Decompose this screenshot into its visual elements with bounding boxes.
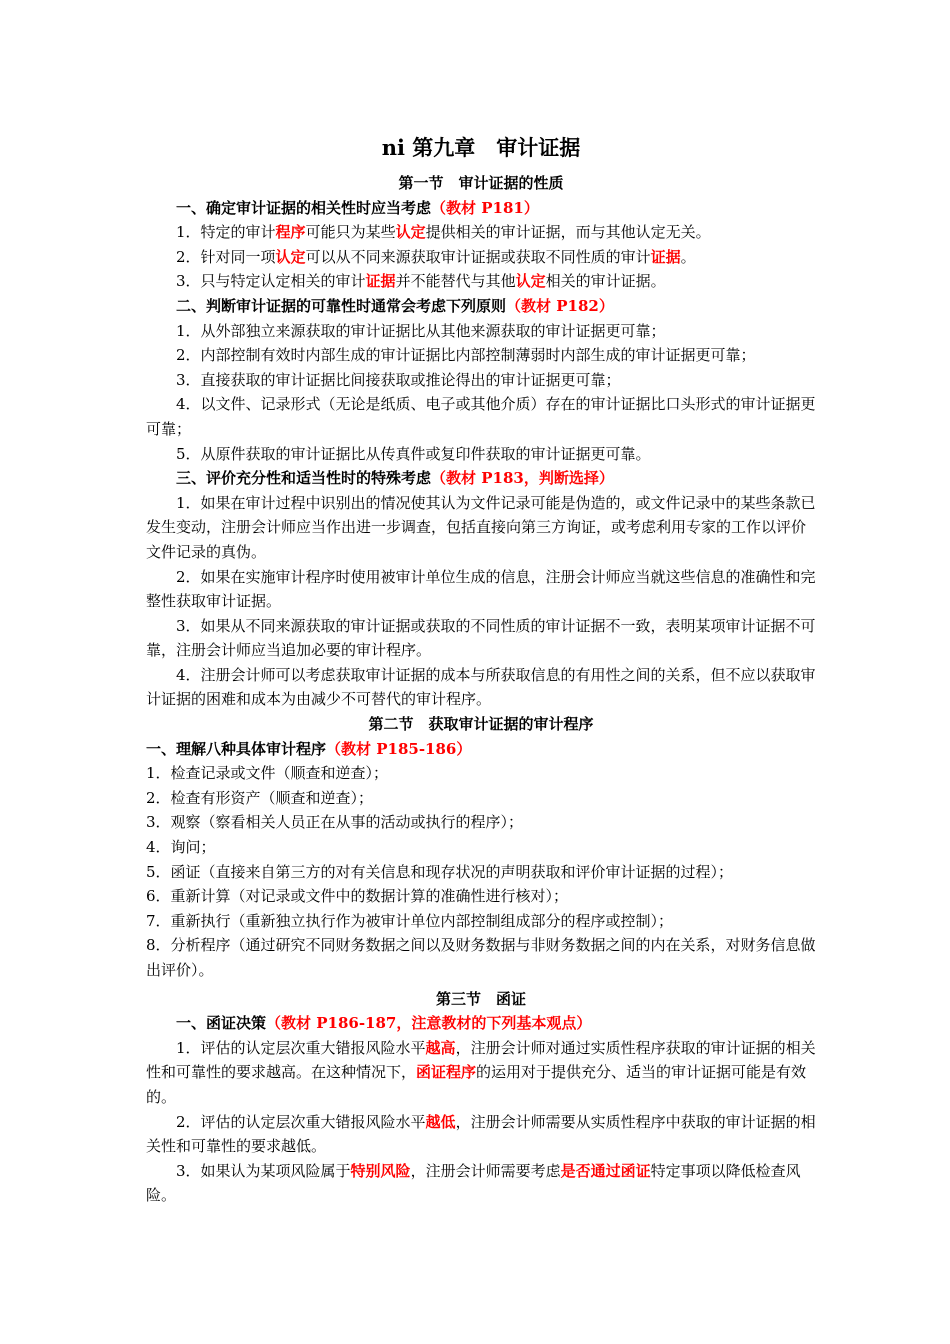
section-3-heading: 第三节 函证 <box>435 989 526 1008</box>
document-body <box>146 130 816 1208</box>
paragraph: 3．如果认为某项风险属于特别风险，注册会计师需要考虑是否通过函证特定事项以降低检查风险。 <box>146 1161 801 1205</box>
paragraph: 1．特定的审计程序可能只为某些认定提供相关的审计证据，而与其他认定无关。 <box>176 223 711 242</box>
textbook-reference: （教材 P181） <box>431 198 539 217</box>
section-1-sub-heading-3: 三、评价充分性和适当性时的特殊考虑（教材 P183，判断选择） <box>176 469 614 488</box>
paragraph: 3．直接获取的审计证据比间接获取或推论得出的审计证据更可靠； <box>176 370 621 389</box>
paragraph: 4．以文件、记录形式（无论是纸质、电子或其他介质）存在的审计证据比口头形式的审计证据更可靠； <box>146 395 816 438</box>
paragraph: 1．评估的认定层次重大错报风险水平越高，注册会计师对通过实质性程序获取的审计证据的相关性和可靠性的要求越高。在这种情况下，函证程序的运用对于提供充分、适当的审计证据可能是有效的。 <box>146 1038 816 1106</box>
list-item: 5．函证（直接来自第三方的对有关信息和现存状况的声明获取和评价审计证据的过程）； <box>146 862 734 881</box>
paragraph: 1．如果在审计过程中识别出的情况使其认为文件记录可能是伪造的，或文件记录中的某些条款已发生变动，注册会计师应当作出进一步调查，包括直接向第三方询证，或考虑利用专家的工作以评价文件记录的真伪。 <box>146 493 816 561</box>
paragraph: 3．只与特定认定相关的审计证据并不能替代与其他认定相关的审计证据。 <box>176 272 666 291</box>
textbook-reference: （教材 P185-186） <box>326 739 472 758</box>
chapter-title: ni 第九章 审计证据 <box>381 135 581 160</box>
list-item: 3．观察（察看相关人员正在从事的活动或执行的程序）； <box>146 813 524 832</box>
list-item: 1．检查记录或文件（顺查和逆查）； <box>146 764 389 783</box>
paragraph: 2．内部控制有效时内部生成的审计证据比内部控制薄弱时内部生成的审计证据更可靠； <box>176 346 756 365</box>
textbook-reference: （教材 P182） <box>506 296 614 315</box>
list-item: 7．重新执行（重新独立执行作为被审计单位内部控制组成部分的程序或控制）； <box>146 911 674 930</box>
paragraph: 1．从外部独立来源获取的审计证据比从其他来源获取的审计证据更可靠； <box>176 321 666 340</box>
list-item: 6．重新计算（对记录或文件中的数据计算的准确性进行核对）； <box>146 887 569 906</box>
paragraph: 2．针对同一项认定可以从不同来源获取审计证据或获取不同性质的审计证据。 <box>176 247 696 266</box>
paragraph: 2．评估的认定层次重大错报风险水平越低，注册会计师需要从实质性程序中获取的审计证据的相关性和可靠性的要求越低。 <box>146 1112 816 1156</box>
list-item: 4．询问； <box>146 838 216 857</box>
section-2-sub-heading-1: 一、理解八种具体审计程序（教材 P185-186） <box>146 739 472 758</box>
paragraph: 2．如果在实施审计程序时使用被审计单位生成的信息，注册会计师应当就这些信息的准确性和完整性获取审计证据。 <box>146 567 816 611</box>
paragraph: 5．从原件获取的审计证据比从传真件或复印件获取的审计证据更可靠。 <box>176 444 651 463</box>
section-3-sub-heading-1: 一、函证决策（教材 P186-187，注意教材的下列基本观点） <box>176 1014 592 1033</box>
section-1-sub-heading-1: 一、确定审计证据的相关性时应当考虑（教材 P181） <box>176 198 539 217</box>
textbook-reference: （教材 P186-187，注意教材的下列基本观点） <box>266 1014 592 1033</box>
paragraph: 3．如果从不同来源获取的审计证据或获取的不同性质的审计证据不一致，表明某项审计证据不可靠，注册会计师应当追加必要的审计程序。 <box>146 616 816 660</box>
section-2-heading: 第二节 获取审计证据的审计程序 <box>368 715 594 734</box>
list-item: 2．检查有形资产（顺查和逆查）； <box>146 788 374 807</box>
textbook-reference: （教材 P183，判断选择） <box>431 469 614 488</box>
paragraph: 4．注册会计师可以考虑获取审计证据的成本与所获取信息的有用性之间的关系，但不应以获取审计证据的困难和成本为由减少不可替代的审计程序。 <box>146 665 816 709</box>
section-1-heading: 第一节 审计证据的性质 <box>398 174 564 192</box>
section-1-sub-heading-2: 二、判断审计证据的可靠性时通常会考虑下列原则（教材 P182） <box>176 296 614 315</box>
list-item: 8．分析程序（通过研究不同财务数据之间以及财务数据与非财务数据之间的内在关系，对财务信息做出评价）。 <box>146 936 816 979</box>
